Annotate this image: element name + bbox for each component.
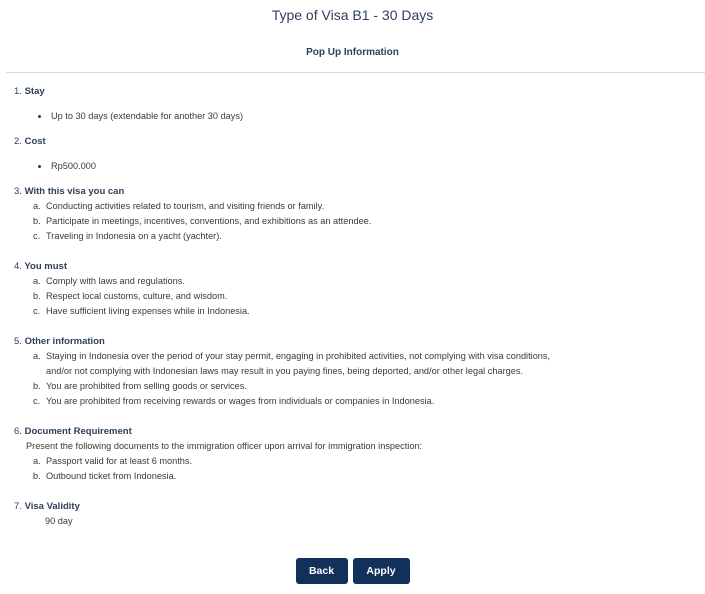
- section-title: With this visa you can: [24, 186, 125, 197]
- section-stay: [14, 84, 694, 124]
- list-item-text: Have sufficient living expenses while in Indonesia.: [46, 306, 250, 316]
- list-item-text: Passport valid for at least 6 months.: [46, 456, 193, 466]
- list-marker: c.: [33, 231, 41, 241]
- list-item: [33, 199, 694, 214]
- section-you-must: [14, 259, 694, 319]
- can-list: [14, 199, 694, 244]
- section-number: 7.: [14, 501, 22, 512]
- section-number: 4.: [14, 261, 22, 272]
- section-cost: [14, 134, 694, 174]
- list-item-text: Comply with laws and regulations.: [46, 276, 185, 286]
- list-marker: a.: [33, 456, 41, 466]
- list-item: [33, 274, 694, 289]
- section-visa-validity: [14, 499, 694, 529]
- list-marker: b.: [33, 381, 41, 391]
- list-marker: c.: [33, 396, 41, 406]
- list-item: [33, 289, 694, 304]
- list-item: Up to 30 days (extendable for another 30 days): [38, 109, 694, 124]
- divider: [6, 72, 705, 73]
- list-item: [33, 469, 694, 484]
- list-item: [33, 304, 694, 319]
- list-item: [33, 229, 694, 244]
- list-marker: c.: [33, 306, 41, 316]
- list-marker: a.: [33, 201, 41, 211]
- list-item-text: Respect local customs, culture, and wisdom.: [46, 291, 228, 301]
- list-item: [33, 394, 694, 409]
- section-title: Stay: [24, 86, 45, 97]
- section-title: Document Requirement: [24, 426, 132, 437]
- document-intro: Present the following documents to the immigration officer upon arrival for immigration inspection:: [26, 441, 423, 451]
- section-document-requirement: [14, 424, 694, 484]
- back-button[interactable]: Back: [296, 558, 348, 584]
- popup-title: Type of Visa B1 - 30 Days: [271, 7, 434, 23]
- list-marker: b.: [33, 216, 41, 226]
- section-title: Other information: [24, 336, 105, 347]
- section-number: 2.: [14, 136, 22, 147]
- section-title: Cost: [24, 136, 46, 147]
- list-item: [33, 349, 694, 379]
- cost-list: [14, 159, 694, 174]
- list-marker: a.: [33, 276, 41, 286]
- list-item: Rp500.000: [38, 159, 694, 174]
- list-marker: a.: [33, 351, 41, 361]
- section-title: You must: [24, 261, 67, 272]
- list-marker: b.: [33, 291, 41, 301]
- list-item-text-continued: and/or not complying with Indonesian laws may result in you paying fines, being deported, and/or other legal charges.: [46, 366, 524, 376]
- section-number: 6.: [14, 426, 22, 437]
- list-item: [33, 214, 694, 229]
- section-title: Visa Validity: [24, 501, 80, 512]
- list-item-text: You are prohibited from receiving rewards or wages from individuals or companies in Indonesia.: [46, 396, 435, 406]
- section-number: 3.: [14, 186, 22, 197]
- list-marker: b.: [33, 471, 41, 481]
- action-buttons: [0, 558, 705, 584]
- section-number: 5.: [14, 336, 22, 347]
- list-item-text: Conducting activities related to tourism, and visiting friends or family.: [46, 201, 325, 211]
- visa-details: [14, 84, 694, 529]
- section-with-this-visa: [14, 184, 694, 244]
- list-item-text: Staying in Indonesia over the period of your stay permit, engaging in prohibited activities, not complying with visa conditions,: [46, 351, 551, 361]
- list-item-text: Participate in meetings, incentives, conventions, and exhibitions as an attendee.: [46, 216, 372, 226]
- section-other-information: [14, 334, 694, 409]
- stay-list: [14, 109, 694, 124]
- apply-button[interactable]: Apply: [353, 558, 410, 584]
- visa-validity-value: 90 day: [45, 516, 73, 526]
- popup-subtitle: Pop Up Information: [306, 47, 399, 58]
- list-item: [33, 379, 694, 394]
- docs-list: [14, 454, 694, 484]
- section-number: 1.: [14, 86, 22, 97]
- list-item-text: You are prohibited from selling goods or services.: [46, 381, 247, 391]
- other-list: [14, 349, 694, 409]
- list-item-text: Outbound ticket from Indonesia.: [46, 471, 177, 481]
- list-item: [33, 454, 694, 469]
- list-item-text: Traveling in Indonesia on a yacht (yachter).: [46, 231, 222, 241]
- must-list: [14, 274, 694, 319]
